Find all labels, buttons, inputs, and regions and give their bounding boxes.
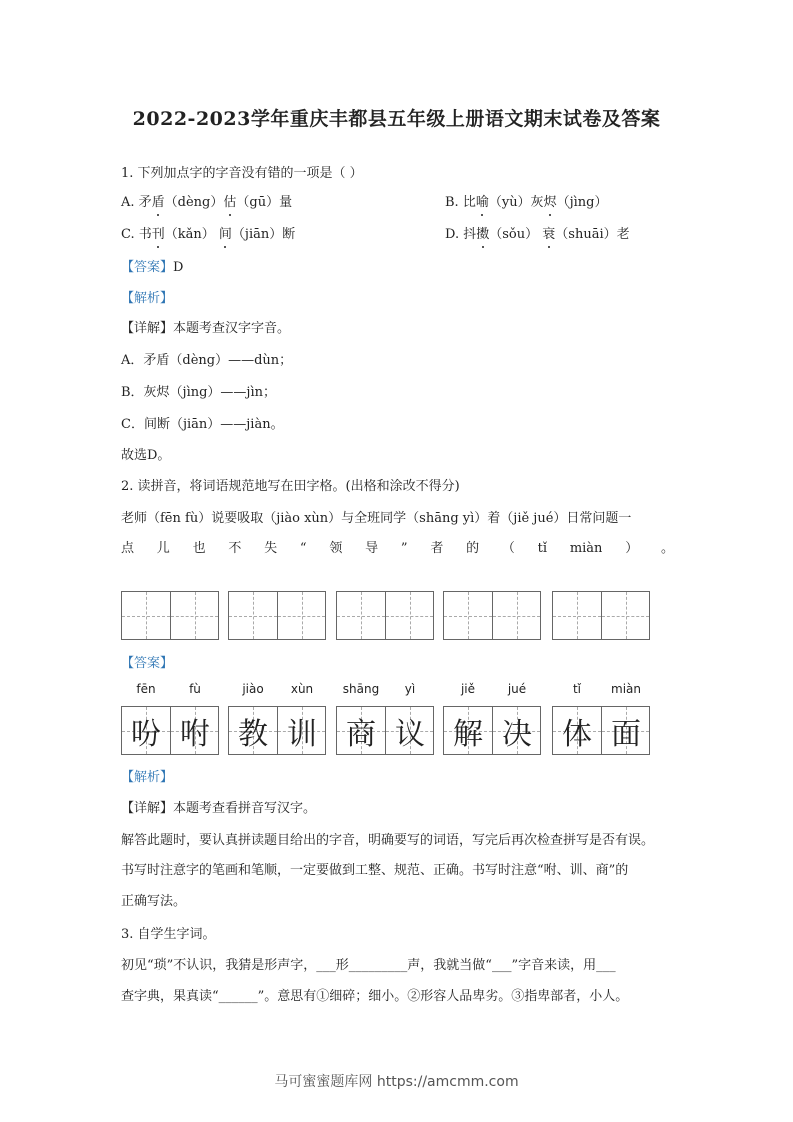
q2-line2-token: 领 [329, 541, 343, 556]
answer-word [336, 682, 434, 755]
q1-option-c [121, 226, 295, 244]
q2-line2-token: 失 [264, 541, 278, 556]
opt-a-mid: （dèng） [164, 195, 224, 210]
q3-line2: 查字典，果真读“______”。意思有①细碎；细小。②形容人品卑劣。③指卑部者，小人。 [121, 989, 629, 1004]
q1-detail [121, 320, 290, 338]
opt-c-dot: 刊 [151, 227, 165, 242]
opt-b-mid: （yù）灰 [488, 195, 544, 210]
opt-a-dot2: 估 [223, 195, 237, 210]
answer-char: 面 [611, 716, 641, 752]
answer-word [443, 682, 541, 755]
q2-answer-tag: 【答案】 [121, 656, 174, 671]
pinyin-label: jué [507, 682, 527, 696]
q1-line-a: A．矛盾（dèng）——dùn； [121, 353, 293, 368]
pinyin-label: fēn [136, 682, 156, 696]
q2-line2-token: ” [400, 541, 408, 556]
q2-line2-token: ） [625, 541, 639, 556]
q1-option-b [445, 194, 607, 212]
grid-cell[interactable] [444, 592, 492, 639]
answer-word [228, 682, 326, 755]
opt-d-post: （shuāi）老 [555, 227, 630, 242]
answer-char: 咐 [180, 716, 210, 752]
grid-cell[interactable] [170, 592, 218, 639]
opt-c-post: （jiān）断 [231, 227, 296, 242]
answer-word [121, 682, 219, 755]
q1-option-a [121, 194, 292, 212]
pinyin-label: miàn [611, 682, 641, 696]
grid-group [552, 591, 650, 640]
opt-c-dot2: 间 [218, 227, 232, 242]
q1-answer [121, 259, 183, 277]
opt-a-pre: A. 矛 [121, 195, 152, 210]
q2-line2-token: 也 [192, 541, 206, 556]
pinyin-label: shāng [342, 682, 380, 696]
opt-a-post: （gū）量 [236, 195, 293, 210]
grid-cell[interactable] [122, 592, 170, 639]
answer-char: 训 [287, 716, 317, 752]
q2-explain-1: 解答此题时，要认真拼读题目给出的字音，明确要写的词语，写完后再次检查拼写是否有误。 [121, 833, 655, 848]
opt-d-pre: D. 抖 [445, 227, 477, 242]
grid-cell[interactable] [229, 592, 277, 639]
q1-stem: 1. 下列加点字的字音没有错的一项是（ ） [121, 166, 363, 181]
q1-line-c: C．间断（jiān）——jiàn。 [121, 417, 284, 432]
answer-char: 商 [346, 716, 376, 752]
q2-stem: 2. 读拼音，将词语规范地写在田字格。(出格和涂改不得分) [121, 479, 460, 494]
grid-cell[interactable] [385, 592, 433, 639]
q2-line2-token: 者 [430, 541, 444, 556]
pinyin-label: yì [404, 682, 416, 696]
q3-line1: 初见“琐”不认识，我猜是形声字，___形_________声，我就当做“___”字音来读，用___ [121, 958, 616, 973]
q3-stem: 3. 自学生字词。 [121, 927, 216, 942]
pinyin-label: xùn [290, 682, 314, 696]
q2-line2-token: 点 [121, 541, 135, 556]
grid-cell[interactable] [601, 592, 649, 639]
opt-d-mid: （sǒu） [489, 227, 543, 242]
opt-b-dot2: 烬 [543, 195, 557, 210]
answer-char: 议 [395, 716, 425, 752]
q2-line2-token: 不 [228, 541, 242, 556]
q2-explain-2: 书写时注意字的笔画和笔顺，一定要做到工整、规范、正确。书写时注意“咐、训、商”的 [121, 863, 629, 878]
opt-b-dot: 喻 [475, 195, 489, 210]
q2-line2-token: （ [501, 541, 515, 556]
page-title: 2022-2023学年重庆丰都县五年级上册语文期末试卷及答案 [132, 108, 661, 130]
detail-tag: 【详解】 [121, 321, 174, 336]
answer-value: D [173, 260, 184, 275]
pinyin-label: jiào [242, 682, 264, 696]
grid-group [121, 591, 219, 640]
answer-tag: 【答案】 [121, 260, 174, 275]
grid-group [443, 591, 541, 640]
opt-c-pre: C. 书 [121, 227, 152, 242]
answer-char: 吩 [131, 716, 161, 752]
grid-cell[interactable] [277, 592, 325, 639]
opt-d-dot2: 衰 [542, 227, 556, 242]
q2-line2-token: 。 [660, 541, 674, 556]
q1-conclusion: 故选D。 [121, 448, 171, 463]
q2-line2-token: “ [299, 541, 307, 556]
q2-detail [121, 800, 316, 818]
q2-line2-token: 导 [365, 541, 379, 556]
grid-group [228, 591, 326, 640]
q2-explain-3: 正确写法。 [121, 894, 187, 909]
q2-line2-token: 的 [466, 541, 480, 556]
detail-text: 本题考查汉字字音。 [173, 321, 291, 336]
q2-line2 [121, 540, 674, 558]
answer-char: 决 [502, 716, 532, 752]
pinyin-label: tǐ [572, 682, 582, 696]
answer-char: 解 [453, 716, 483, 752]
q2-line2-token: tǐ [537, 541, 548, 556]
opt-b-pre: B. 比 [445, 195, 476, 210]
pinyin-label: fù [189, 682, 201, 696]
grid-cell[interactable] [337, 592, 385, 639]
q2-analysis-tag: 【解析】 [121, 770, 174, 785]
q2-line2-token: 儿 [156, 541, 170, 556]
grid-group [336, 591, 434, 640]
q2-line2-token: miàn [569, 541, 603, 556]
grid-cell[interactable] [553, 592, 601, 639]
opt-c-mid: （kǎn） [164, 227, 219, 242]
q2-line1: 老师（fēn fù）说要吸取（jiào xùn）与全班同学（shāng yì）着（jiě jué）日常问题一 [121, 511, 632, 526]
answer-char: 教 [238, 716, 268, 752]
detail-text: 本题考查看拼音写汉字。 [173, 801, 317, 816]
opt-d-dot: 擞 [476, 227, 490, 242]
grid-cell[interactable] [492, 592, 540, 639]
q1-line-b: B．灰烬（jìng）——jìn； [121, 385, 276, 400]
answer-char: 体 [562, 716, 592, 752]
opt-b-post: （jìng） [556, 195, 608, 210]
pinyin-label: jiě [460, 682, 476, 696]
detail-tag: 【详解】 [121, 801, 174, 816]
q1-analysis-tag: 【解析】 [121, 291, 174, 306]
answer-word [552, 682, 650, 755]
opt-a-dot: 盾 [151, 195, 165, 210]
q1-option-d [445, 226, 630, 244]
footer-watermark: 马可蜜蜜题库网 https://amcmm.com [274, 1074, 519, 1090]
